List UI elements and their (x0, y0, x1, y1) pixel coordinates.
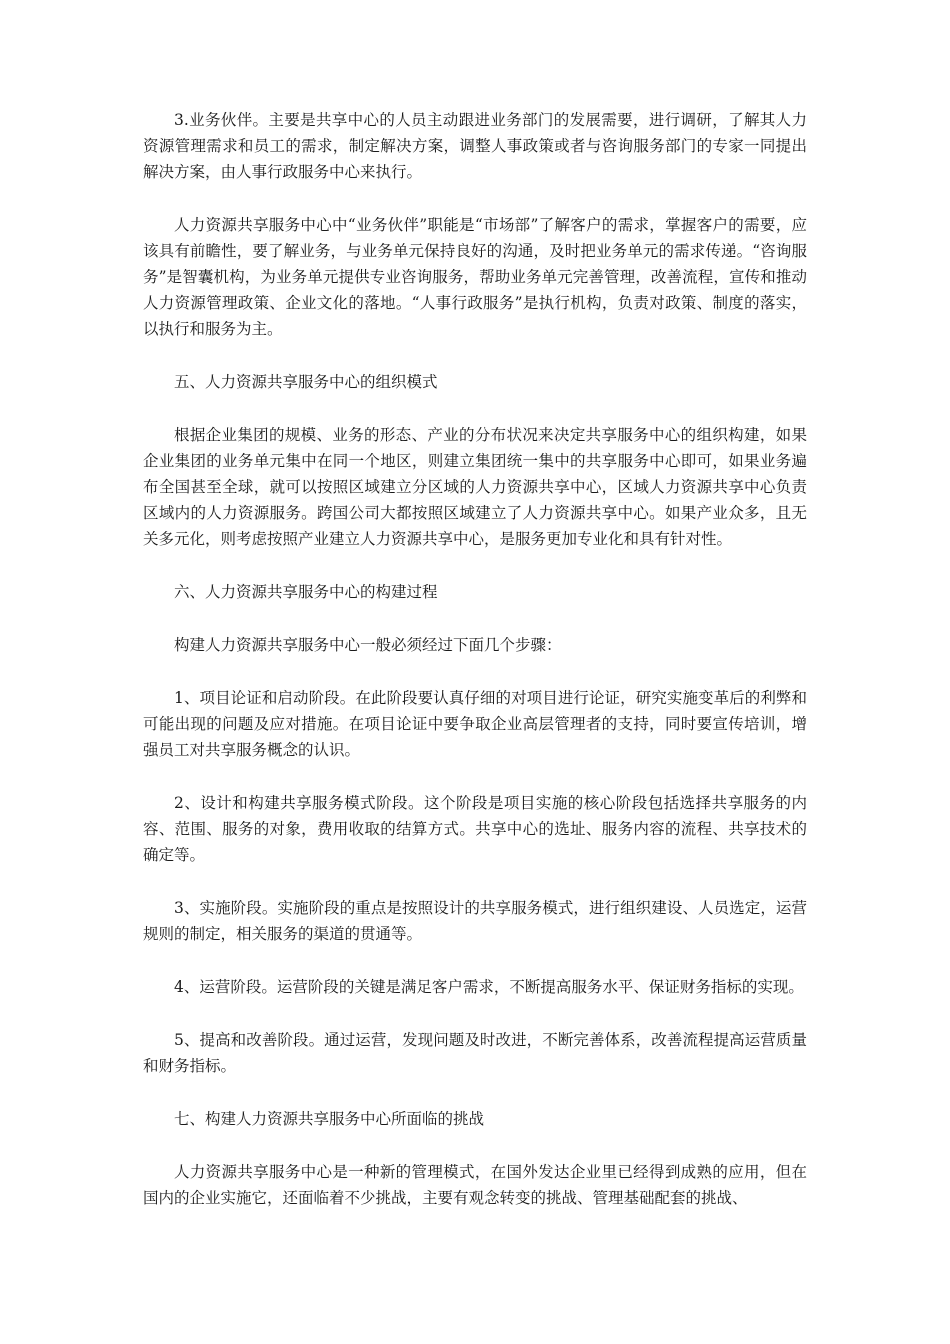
paragraph-step-5: 5、提高和改善阶段。通过运营，发现问题及时改进，不断完善体系，改善流程提高运营质量和财务指标。 (143, 1031, 807, 1075)
paragraph-steps-intro: 构建人力资源共享服务中心一般必须经过下面几个步骤： (174, 636, 562, 654)
section-heading-5: 五、人力资源共享服务中心的组织模式 (174, 373, 438, 391)
paragraph-shared-center-functions: 人力资源共享服务中心中“业务伙伴”职能是“市场部”了解客户的需求，掌握客户的需要，应该具有前瞻性，要了解业务，与业务单元保持良好的沟通，及时把业务单元的需求传递。“咨询服务”是智囊机构，为业务单元提供专业咨询服务，帮助业务单元完善管理，改善流程，宣传和推动人力资源管理政策、企业文化的落地。“人事行政服务”是执行机构，负责对政策、制度的落实，以执行和服务为主。 (143, 216, 807, 338)
paragraph-step-4: 4、运营阶段。运营阶段的关键是满足客户需求，不断提高服务水平、保证财务指标的实现。 (174, 978, 804, 996)
paragraph-challenges: 人力资源共享服务中心是一种新的管理模式，在国外发达企业里已经得到成熟的应用，但在国内的企业实施它，还面临着不少挑战，主要有观念转变的挑战、管理基础配套的挑战、 (143, 1163, 807, 1207)
paragraph-step-2: 2、设计和构建共享服务模式阶段。这个阶段是项目实施的核心阶段包括选择共享服务的内容、范围、服务的对象，费用收取的结算方式。共享中心的选址、服务内容的流程、共享技术的确定等。 (143, 794, 807, 864)
paragraph-organization-model: 根据企业集团的规模、业务的形态、产业的分布状况来决定共享服务中心的组织构建，如果企业集团的业务单元集中在同一个地区，则建立集团统一集中的共享服务中心即可，如果业务遍布全国甚至全球，就可以按照区域建立分区域的人力资源共享中心，区域人力资源共享中心负责区域内的人力资源服务。跨国公司大都按照区域建立了人力资源共享中心。如果产业众多，且无关多元化，则考虑按照产业建立人力资源共享中心，是服务更加专业化和具有针对性。 (143, 426, 807, 548)
paragraph-business-partner: 3.业务伙伴。主要是共享中心的人员主动跟进业务部门的发展需要，进行调研，了解其人力资源管理需求和员工的需求，制定解决方案，调整人事政策或者与咨询服务部门的专家一同提出解决方案，由人事行政服务中心来执行。 (143, 111, 807, 181)
paragraph-step-3: 3、实施阶段。实施阶段的重点是按照设计的共享服务模式，进行组织建设、人员选定，运营规则的制定，相关服务的渠道的贯通等。 (143, 899, 807, 943)
paragraph-step-1: 1、项目论证和启动阶段。在此阶段要认真仔细的对项目进行论证，研究实施变革后的利弊和可能出现的问题及应对措施。在项目论证中要争取企业高层管理者的支持，同时要宣传培训，增强员工对共享服务概念的认识。 (143, 689, 807, 759)
section-heading-7: 七、构建人力资源共享服务中心所面临的挑战 (174, 1110, 485, 1128)
section-heading-6: 六、人力资源共享服务中心的构建过程 (174, 583, 438, 601)
